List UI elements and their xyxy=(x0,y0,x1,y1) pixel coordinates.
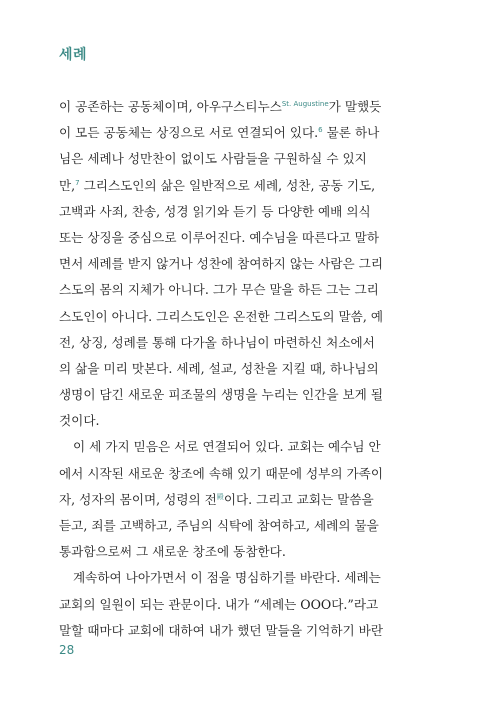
text-span: 이 공존하는 공동체이며, 아우구스티누스 xyxy=(59,99,282,114)
text-line xyxy=(59,277,441,303)
text-span: 또는 상징을 중심으로 이루어진다. 예수님을 따른다고 말하 xyxy=(59,229,379,245)
superscript-note: 6 xyxy=(318,126,323,134)
text-span: 스도의 몸의 지체가 아니다. 그가 무슨 말을 하든 그는 그리 xyxy=(59,282,379,298)
superscript-note: St. Augustine xyxy=(281,99,329,108)
text-span: 물론 하나 xyxy=(322,125,380,141)
text-span: 이다. 그리고 교회는 말씀을 xyxy=(223,491,374,507)
text-line xyxy=(59,408,441,434)
text-line xyxy=(59,225,441,251)
text-span: 전, 상징, 성례를 통해 다가올 하나님이 마련하신 처소에서 xyxy=(59,334,375,350)
text-line xyxy=(59,565,441,591)
page-number: 28 xyxy=(59,643,75,657)
text-span: 계속하여 나아가면서 이 점을 명심하기를 바란다. 세례는 xyxy=(73,570,381,586)
text-line xyxy=(59,461,441,487)
text-span: 만, xyxy=(59,177,76,193)
text-line xyxy=(59,434,441,460)
superscript-note: 殿 xyxy=(216,492,224,501)
text-line xyxy=(59,251,441,277)
text-line xyxy=(59,120,441,146)
text-line xyxy=(59,94,441,120)
text-line xyxy=(59,487,441,513)
superscript-note: 7 xyxy=(75,178,80,187)
text-line xyxy=(59,199,441,225)
text-line xyxy=(59,356,441,382)
text-span: 통과함으로써 그 새로운 창조에 동참한다. xyxy=(59,544,286,560)
text-span: 에서 시작된 새로운 창조에 속해 있기 때문에 성부의 가족이 xyxy=(59,465,383,481)
text-span: 그리스도인의 삶은 일반적으로 세례, 성찬, 공동 기도, xyxy=(79,177,376,193)
text-span: 가 말했듯 xyxy=(328,99,382,114)
text-span: 이 세 가지 믿음은 서로 연결되어 있다. 교회는 예수님 안 xyxy=(73,439,381,455)
text-span: 교회의 일원이 되는 관문이다. 내가 “세례는 OOO다.”라고 xyxy=(59,596,379,612)
running-head: 세례 xyxy=(59,47,88,63)
text-line xyxy=(59,513,441,539)
text-span: 말할 때마다 교회에 대하여 내가 했던 말들을 기억하기 바란 xyxy=(59,622,383,638)
text-line xyxy=(59,330,441,356)
text-span: 이 모든 공동체는 상징으로 서로 연결되어 있다. xyxy=(59,125,319,141)
text-span: 의 삶을 미리 맛본다. 세례, 설교, 성찬을 지킬 때, 하나님의 xyxy=(59,360,379,376)
text-span: 생명이 담긴 새로운 피조물의 생명을 누리는 인간을 보게 될 xyxy=(59,387,383,403)
body-text xyxy=(59,94,441,644)
text-line xyxy=(59,146,441,172)
text-span: 스도인이 아니다. 그리스도인은 온전한 그리스도의 말씀, 예 xyxy=(59,308,383,324)
text-span: 고백과 사죄, 찬송, 성경 읽기와 듣기 등 다양한 예배 의식 xyxy=(59,203,371,219)
text-span: 님은 세례나 성만찬이 없이도 사람들을 구원하실 수 있지 xyxy=(59,151,367,167)
text-line xyxy=(59,382,441,408)
text-line xyxy=(59,173,441,199)
text-line xyxy=(59,592,441,618)
text-span: 자, 성자의 몸이며, 성령의 전 xyxy=(59,491,217,507)
text-span: 듣고, 죄를 고백하고, 주님의 식탁에 참여하고, 세례의 물을 xyxy=(59,518,379,533)
text-line xyxy=(59,618,441,644)
text-span: 면서 세례를 받지 않거나 성찬에 참여하지 않는 사람은 그리 xyxy=(59,256,383,272)
text-span: 것이다. xyxy=(59,413,100,429)
text-line xyxy=(59,304,441,330)
text-line xyxy=(59,539,441,565)
